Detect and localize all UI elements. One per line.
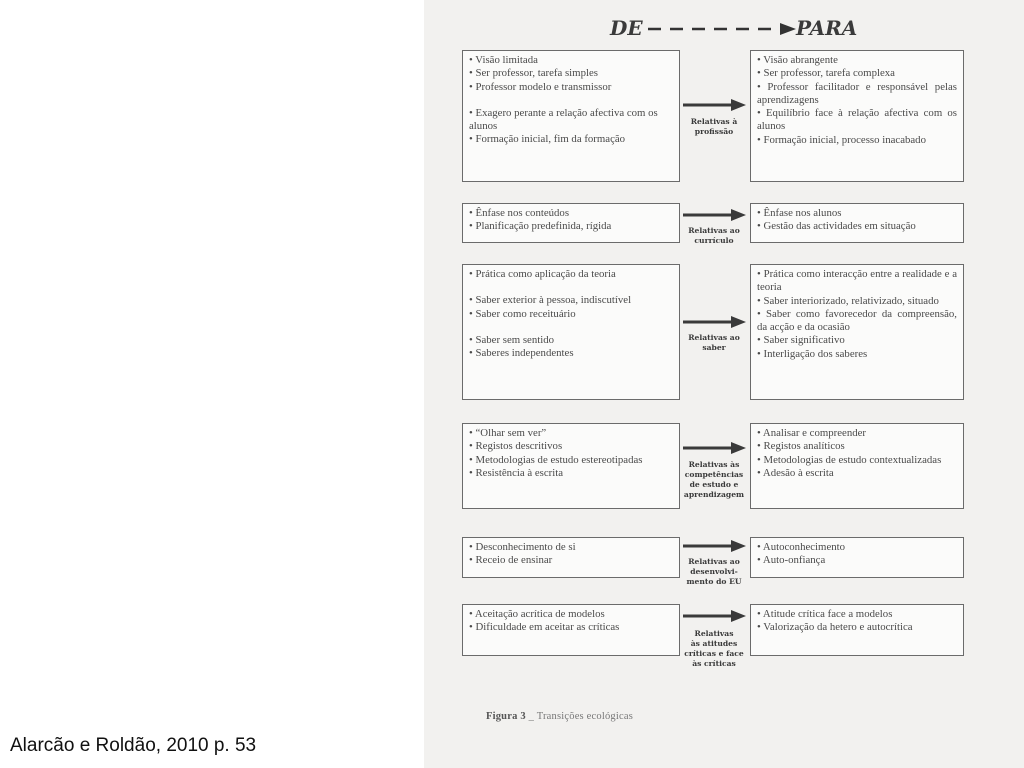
list-item: • Saber exterior à pessoa, indiscutível [469, 294, 632, 307]
right-arrow-icon [683, 609, 747, 623]
right-arrow-icon [683, 208, 747, 222]
list-item: • Saber como favorecedor da compreensão, da acção e da ocasião [757, 307, 957, 334]
list-item: • Registos analíticos [757, 440, 845, 453]
from-box-profession [462, 50, 680, 182]
list-item: • “Olhar sem ver” [469, 427, 547, 439]
list-item: • Adesão à escrita [757, 466, 834, 479]
list-item: • Aceitação acrítica de modelos [469, 608, 605, 620]
list-item: • Auto-onfiança [757, 554, 826, 567]
to-box-study-skills [750, 423, 964, 509]
figure-header [610, 16, 860, 46]
list-item: • Receio de ensinar [469, 554, 553, 567]
from-box-knowledge [462, 264, 680, 400]
citation: Alarcão e Roldão, 2010 p. 53 [10, 735, 257, 756]
to-box-self-development [750, 537, 964, 578]
list-item: • Saber significativo [757, 334, 845, 347]
list-item: • Ênfase nos conteúdos [469, 207, 570, 219]
figure-caption [486, 711, 633, 722]
list-item: • Saber sem sentido [469, 333, 555, 346]
right-arrow-icon [683, 441, 747, 455]
from-box-self-development [462, 537, 680, 578]
list-item: • Atitude crítica face a modelos [757, 608, 893, 620]
list-item: • Prática como interacção entre a realidade e a teoria [757, 268, 957, 294]
list-item: • Professor facilitador e responsável pelas aprendizagens [757, 80, 957, 106]
list-item: • Visão limitada [469, 54, 538, 66]
list-item: • Resistência à escrita [469, 466, 564, 479]
category-label-self-development: Relativas ao desenvolvi- mento do EU [686, 557, 742, 586]
from-box-curriculum [462, 203, 680, 243]
list-item: • Analisar e compreender [757, 427, 867, 439]
to-box-knowledge [750, 264, 964, 400]
list-item: • Visão abrangente [757, 54, 838, 66]
list-item: • Prática como aplicação da teoria [469, 268, 616, 280]
list-item: • Ênfase nos alunos [757, 207, 842, 219]
list-item: • Planificação predefinida, rígida [469, 220, 612, 233]
category-label-study-skills: Relativas às competências de estudo e aprendizagem [683, 460, 745, 499]
list-item: • Ser professor, tarefa complexa [757, 67, 895, 80]
list-item: • Gestão das actividades em situação [757, 220, 916, 233]
figure-number: Figura 3 [486, 711, 526, 722]
category-label-critical-attitudes: Relativas às atitudes críticas e face às críticas [684, 629, 744, 668]
list-item: • Metodologias de estudo estereotipadas [469, 453, 643, 466]
list-item: • Formação inicial, fim da formação [469, 133, 626, 146]
list-item: • Exagero perante a relação afectiva com os alunos [469, 106, 658, 133]
to-box-curriculum [750, 203, 964, 243]
header-from: DE [610, 16, 643, 40]
list-item: • Desconhecimento de si [469, 541, 576, 553]
right-arrow-icon [683, 315, 747, 329]
from-box-study-skills [462, 423, 680, 509]
category-label-curriculum: Relativas ao currículo [688, 226, 740, 245]
from-box-critical-attitudes [462, 604, 680, 656]
list-item: • Formação inicial, processo inacabado [757, 133, 926, 146]
category-label-knowledge: Relativas ao saber [688, 333, 740, 352]
list-item: • Professor modelo e transmissor [469, 80, 612, 93]
to-box-profession [750, 50, 964, 182]
list-item: • Autoconhecimento [757, 541, 846, 553]
list-item: • Equilíbrio face à relação afectiva com os alunos [757, 107, 957, 133]
list-item: • Saberes independentes [469, 347, 574, 360]
list-item: • Ser professor, tarefa simples [469, 67, 598, 80]
header-to: PARA [796, 16, 858, 40]
list-item: • Valorização da hetero e autocrítica [757, 621, 913, 634]
list-item: • Metodologias de estudo contextualizadas [757, 453, 942, 466]
list-item: • Interligação dos saberes [757, 347, 868, 360]
dashed-arrow-icon [648, 22, 798, 36]
figure-title: Transições ecológicas [536, 711, 633, 722]
to-box-critical-attitudes [750, 604, 964, 656]
list-item: • Saber interiorizado, relativizado, situado [757, 294, 939, 307]
right-arrow-icon [683, 539, 747, 553]
list-item: • Registos descritivos [469, 440, 563, 453]
right-arrow-icon [683, 98, 747, 112]
caption-separator: _ [528, 711, 535, 722]
category-label-profession: Relativas à profissão [690, 117, 738, 136]
list-item: • Dificuldade em aceitar as críticas [469, 621, 620, 634]
list-item: • Saber como receituário [469, 307, 576, 320]
